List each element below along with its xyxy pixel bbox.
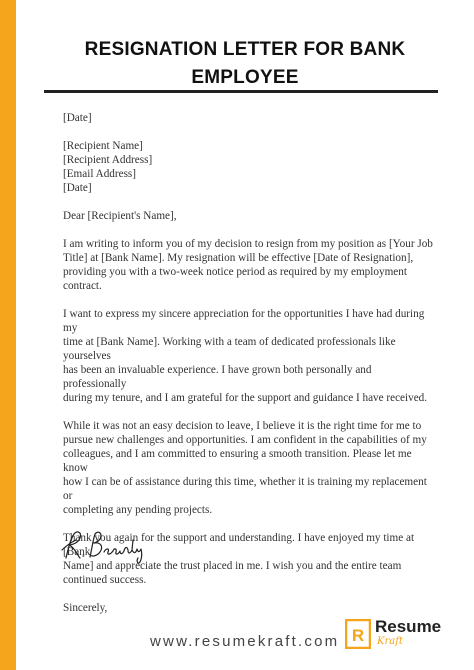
recipient-name: [Recipient Name] [63,140,143,152]
paragraph-line: providing you with a two-week notice period as required by my employment [63,266,407,278]
salutation: Dear [Recipient's Name], [63,210,177,222]
paragraph-line: colleagues, and I am committed to ensuring a smooth transition. Please let me know [63,448,412,474]
closing: Sincerely, [63,602,108,614]
paragraph-line: I am writing to inform you of my decision to resign from my position as [Your Job [63,238,433,250]
resumekraft-logo [345,617,455,653]
paragraph-line: during my tenure, and I am grateful for the support and guidance I have received. [63,392,428,404]
letter-date: [Date] [63,112,92,124]
logo-mark-icon [345,619,371,649]
paragraph-line: completing any pending projects. [63,504,213,516]
page-title [16,36,474,92]
paragraph-2 [63,307,435,405]
paragraph-line: continued success. [63,574,147,586]
left-accent-stripe [0,0,16,670]
logo-letter: R [351,626,365,645]
title-line-2: EMPLOYEE [191,67,299,88]
paragraph-line: pursue new challenges and opportunities. I am confident in the capabilities of my [63,434,427,446]
title-line-1: RESIGNATION LETTER FOR BANK [84,39,406,60]
paragraph-1 [63,237,435,293]
paragraph-line: Thank you again for the support and understanding. I have enjoyed my time at [Bank [63,532,415,558]
paragraph-line: has been an invaluable experience. I have grown both personally and professionally [63,364,372,390]
recipient-date: [Date] [63,182,92,194]
paragraph-line: I want to express my sincere appreciation for the opportunities I have had during my [63,308,425,334]
signature-scribble [58,528,148,564]
paragraph-line: time at [Bank Name]. Working with a team of dedicated professionals like yourselves [63,336,396,362]
paragraph-3 [63,419,435,517]
paragraph-line: contract. [63,280,102,292]
website-url: www.resumekraft.com [150,633,340,650]
email-address: [Email Address] [63,168,137,180]
title-divider [44,90,438,93]
paragraph-line: Title] at [Bank Name]. My resignation will be effective [Date of Resignation], [63,252,414,264]
paragraph-line: While it was not an easy decision to leave, I believe it is the right time for me to [63,420,422,432]
paragraph-line: Name] and appreciate the trust placed in me. I wish you and the entire team [63,560,402,572]
recipient-address: [Recipient Address] [63,154,153,166]
logo-word-resume: Resume [375,617,442,636]
signature [58,528,148,569]
logo-word-kraft: Kraft [377,636,403,647]
paragraph-line: how I can be of assistance during this time, whether it is training my replacement or [63,476,427,502]
